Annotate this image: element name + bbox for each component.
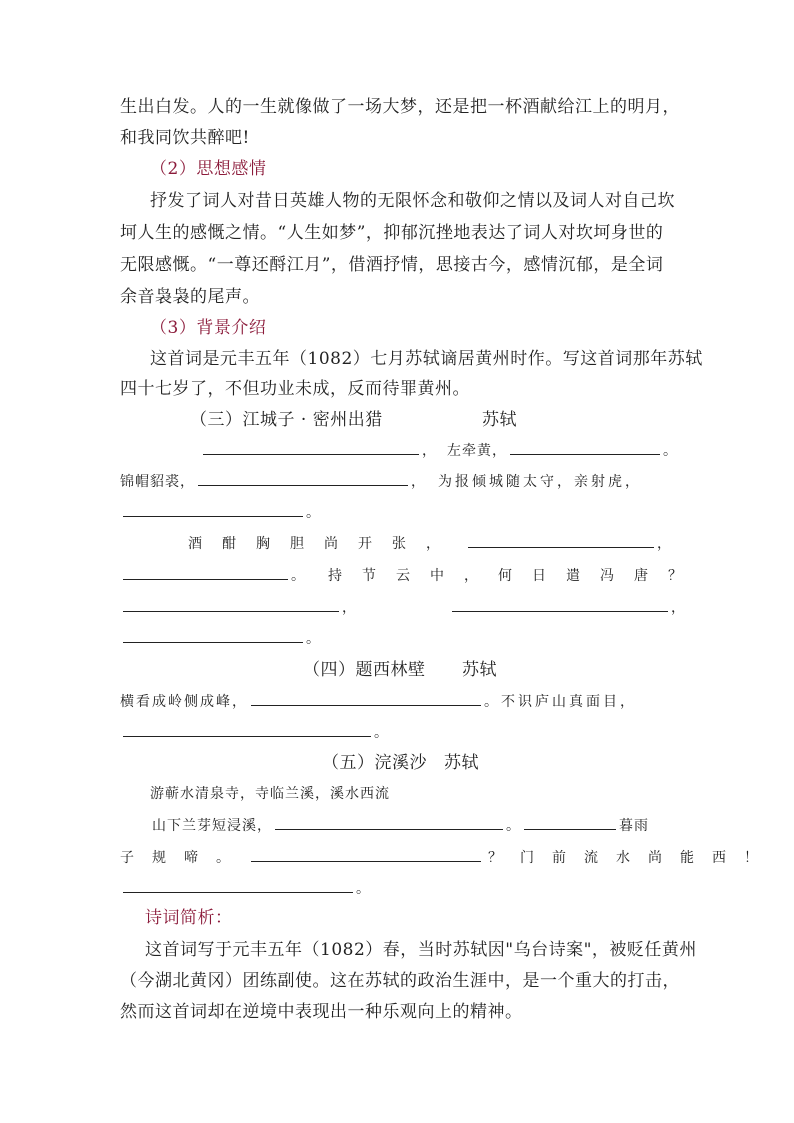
answer-blank[interactable] [468,531,654,548]
answer-blank[interactable] [123,626,303,643]
answer-blank[interactable] [251,689,481,706]
heading-background: （3）背景介绍 [150,318,267,338]
answer-blank[interactable] [275,813,503,830]
fill-line: 。 [120,876,680,902]
fill-line: ， ， [120,595,690,621]
paragraph-line: 抒发了词人对昔日英雄人物的无限怀念和敬仰之情以及词人对自己坎 [150,191,675,211]
paragraph-line: 这首词写于元丰五年（1082）春，当时苏轼因"乌台诗案"，被贬任黄州 [145,940,697,960]
answer-blank[interactable] [452,595,668,612]
heading-thought: （2）思想感情 [150,159,267,179]
fill-line: 酒酣胸胆尚开张， ， [188,531,688,557]
answer-blank[interactable] [510,438,660,455]
poem-title: （四）题西林壁 [303,660,426,680]
answer-blank[interactable] [251,845,481,862]
paragraph-line: 这首词是元丰五年（1082）七月苏轼谪居黄州时作。写这首词那年苏轼 [150,349,703,369]
answer-blank[interactable] [198,469,408,486]
poem-author: 苏轼 [482,410,517,430]
fill-line: ， 左牵黄， 。 [200,438,680,464]
paragraph-line: 余音袅袅的尾声。 [120,287,260,307]
poem-preface: 游蕲水清泉寺，寺临兰溪，溪水西流 [150,786,390,802]
paragraph-line: 无限感慨。“一尊还酹江月”，借酒抒情，思接古今，感情沉郁，是全词 [120,255,664,275]
poem-title: （三）江城子 · 密州出猎 [190,410,383,430]
paragraph-line: 四十七岁了，不但功业未成，反而待罪黄州。 [120,379,470,399]
answer-blank[interactable] [123,876,353,893]
fill-line: 。 [120,500,680,526]
answer-blank[interactable] [524,813,616,830]
fill-line: 。 [120,626,680,652]
poem-author: 苏轼 [444,753,479,773]
answer-blank[interactable] [123,595,339,612]
answer-blank[interactable] [123,720,371,737]
poem-title: （五）浣溪沙 [322,753,427,773]
paragraph-line: （今湖北黄冈）团练副使。这在苏轼的政治生涯中，是一个重大的打击， [120,971,680,991]
fill-line: 横看成岭侧成峰， 。不识庐山真面目， [120,689,690,715]
fill-line: 。 持节云中，何日遣冯唐？ [120,563,690,589]
fill-line: 锦帽貂裘， ， 为报倾城随太守，亲射虎， [120,469,680,495]
answer-blank[interactable] [203,438,419,455]
answer-blank[interactable] [123,563,288,580]
fill-line: 子规啼。 ？门前流水尚能西！ [120,845,690,871]
fill-line: 山下兰芽短浸溪， 。 暮雨 [152,813,682,839]
answer-blank[interactable] [123,500,303,517]
analysis-heading: 诗词简析： [145,908,233,928]
fill-line: 。 [120,720,680,746]
poem-author: 苏轼 [462,660,497,680]
paragraph-line: 生出白发。人的一生就像做了一场大梦，还是把一杯酒献给江上的明月， [120,97,680,117]
paragraph-line: 坷人生的感慨之情。“人生如梦”，抑郁沉挫地表达了词人对坎坷身世的 [120,223,664,243]
paragraph-line: 然而这首词却在逆境中表现出一种乐观向上的精神。 [120,1002,523,1022]
paragraph-line: 和我同饮共醉吧! [120,128,250,148]
